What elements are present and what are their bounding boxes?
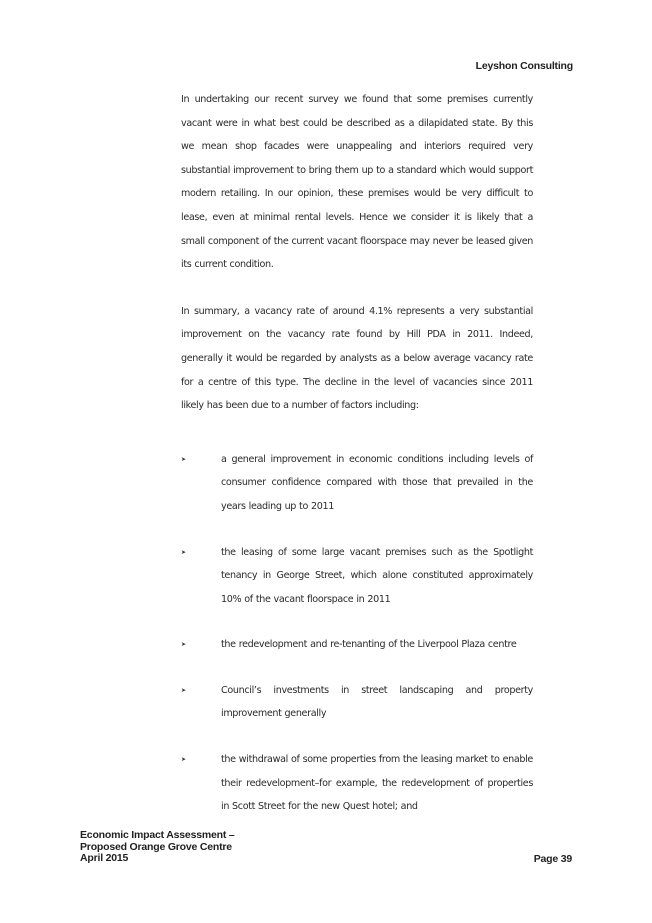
list-item [181, 633, 533, 657]
list-item-text: a general improvement in economic conditions including levels of consumer confidence compared with those that prevailed in the years leading up to 2011 [221, 453, 533, 512]
list-item-text: the withdrawal of some properties from the leasing market to enable their redevelopment–for example, the redevelopment of properties in Scott Street for the new Quest hotel; and [221, 754, 533, 813]
paragraph-vacant-premises: In undertaking our recent survey we found that some premises currently vacant were in what best could be described as a dilapidated state. By this we mean shop facades were unappealing and interiors required very substantial improvement to bring them up to a standard which would support modern retailing. In our opinion, these premises would be very difficult to lease, even at minimal rental levels. Hence we consider it is likely that a small component of the current vacant floorspace may never be leased given its current condition. [181, 94, 533, 271]
list-item [181, 448, 533, 519]
footer-document-info [80, 830, 235, 865]
arrow-bullet-icon: ➤ [181, 686, 186, 694]
footer-date: April 2015 [80, 852, 129, 864]
arrow-bullet-icon: ➤ [181, 455, 186, 463]
list-item [181, 748, 533, 819]
document-body [181, 88, 533, 819]
list-item-text: the redevelopment and re-tenanting of the Liverpool Plaza centre [221, 639, 517, 651]
arrow-bullet-icon: ➤ [181, 548, 186, 556]
list-item-text: the leasing of some large vacant premises such as the Spotlight tenancy in George Street, which alone constituted approximately 10% of the vacant floorspace in 2011 [221, 546, 533, 605]
list-item-text: Council’s investments in street landscaping and property improvement generally [221, 684, 533, 720]
factors-list [181, 448, 533, 819]
arrow-bullet-icon: ➤ [181, 641, 186, 649]
page-header-company: Leyshon Consulting [475, 60, 573, 72]
footer-report-title: Economic Impact Assessment – [80, 829, 235, 841]
page-number: Page 39 [533, 853, 572, 865]
footer-project-name: Proposed Orange Grove Centre [80, 840, 232, 853]
paragraph-vacancy-summary: In summary, a vacancy rate of around 4.1% represents a very substantial improvement on the vacancy rate found by Hill PDA in 2011. Indeed, generally it would be regarded by analysts as a below average vacancy rate for a centre of this type. The decline in the level of vacancies since 2011 likely has been due to a number of factors including: [181, 305, 533, 412]
list-item [181, 679, 533, 726]
list-item [181, 541, 533, 612]
arrow-bullet-icon: ➤ [181, 756, 186, 764]
